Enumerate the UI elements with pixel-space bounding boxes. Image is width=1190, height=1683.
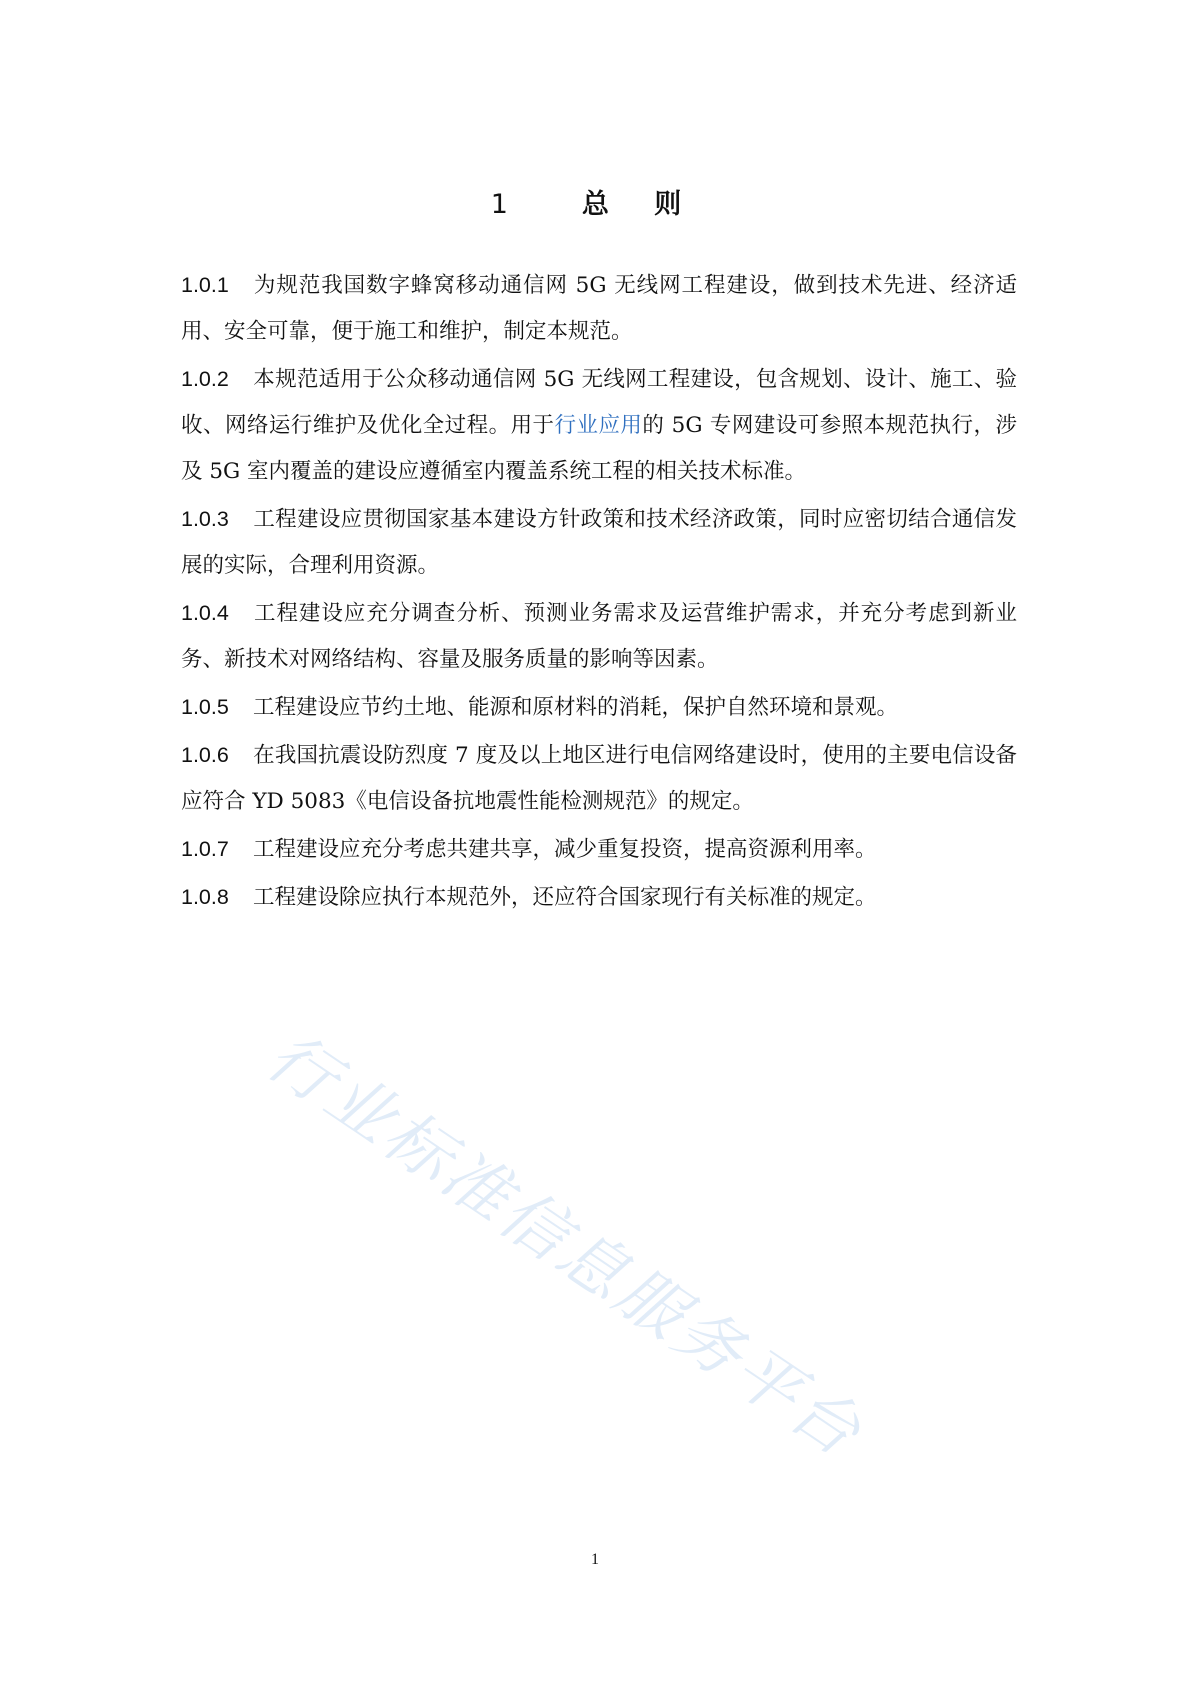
clause-text: 为规范我国数字蜂窝移动通信网 5G 无线网工程建设，做到技术先进、经济适用、安全可靠，便于施工和维护，制定本规范。 (181, 273, 1017, 344)
clause-1-0-7 (181, 826, 1017, 873)
clause-text: 在我国抗震设防烈度 7 度及以上地区进行电信网络建设时，使用的主要电信设备应符合 YD 5083《电信设备抗地震性能检测规范》的规定。 (181, 743, 1017, 814)
clause-text: 本规范适用于公众移动通信网 5G 无线网工程建设，包含规划、设计、施工、验收、网络运行维护及优化全过程。用于 (181, 367, 1017, 438)
clause-number: 1.0.6 (181, 743, 229, 767)
clause-1-0-6 (181, 732, 1017, 825)
chapter-title (0, 182, 1190, 221)
clause-number: 1.0.5 (181, 695, 229, 719)
watermark: 行业标准信息服务平台 (253, 1017, 877, 1473)
clause-number: 1.0.7 (181, 837, 229, 861)
clause-number: 1.0.1 (181, 273, 229, 297)
clause-number: 1.0.4 (181, 601, 229, 625)
clause-1-0-4 (181, 590, 1017, 683)
clause-1-0-1 (181, 262, 1017, 355)
clause-text: 工程建设应节约土地、能源和原材料的消耗，保护自然环境和景观。 (253, 695, 899, 720)
clause-1-0-2 (181, 356, 1017, 495)
clause-number: 1.0.8 (181, 885, 229, 909)
clause-text: 工程建设应充分考虑共建共享，减少重复投资，提高资源利用率。 (253, 837, 877, 862)
clause-number: 1.0.3 (181, 507, 229, 531)
chapter-number: 1 (490, 189, 510, 220)
chapter-heading: 总 则 (581, 189, 700, 220)
clause-text: 工程建设应充分调查分析、预测业务需求及运营维护需求，并充分考虑到新业务、新技术对网络结构、容量及服务质量的影响等因素。 (181, 601, 1017, 672)
clause-1-0-5 (181, 684, 1017, 731)
clause-1-0-3 (181, 496, 1017, 589)
page-number: 1 (591, 1551, 599, 1568)
industry-application-link[interactable]: 行业应用 (554, 413, 643, 438)
clause-list (181, 262, 1017, 922)
clause-text: 工程建设应贯彻国家基本建设方针政策和技术经济政策，同时应密切结合通信发展的实际，合理利用资源。 (181, 507, 1017, 578)
clause-number: 1.0.2 (181, 367, 229, 391)
clause-text: 工程建设除应执行本规范外，还应符合国家现行有关标准的规定。 (253, 885, 877, 910)
clause-text-continued: 的 5G 专网建设可参照本规范执行，涉及 5G 室内覆盖的建设应遵循室内覆盖系统工程的相关技术标准。 (181, 413, 1017, 484)
clause-1-0-8 (181, 874, 1017, 921)
